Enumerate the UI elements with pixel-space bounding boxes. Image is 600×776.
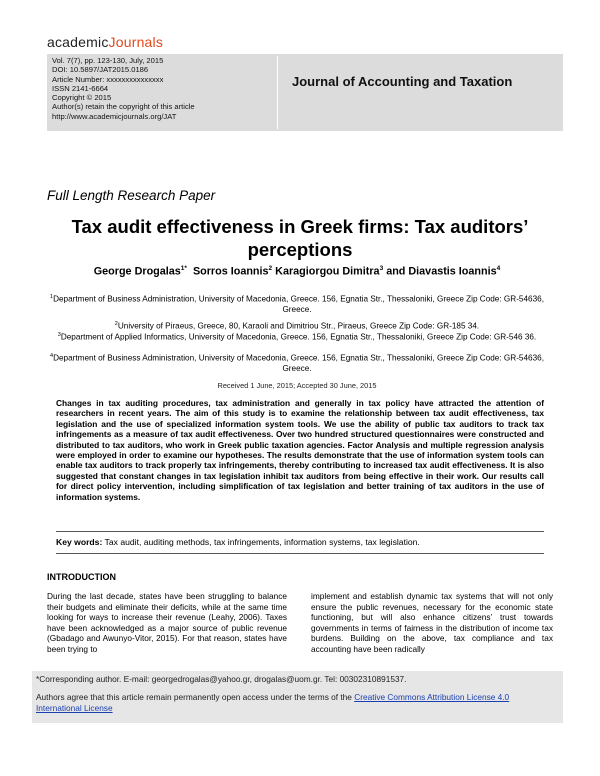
affiliation-text: Department of Business Administration, University of Macedonia, Greece. 156, Egnatia Str., Thessaloniki, Greece Zip Code: GR-54636, Greece. <box>53 353 544 373</box>
corresponding-author: *Corresponding author. E-mail: georgedrogalas@yahoo.gr, drogalas@uom.gr. Tel: 00302310891537. <box>36 674 407 684</box>
journal-name: Journal of Accounting and Taxation <box>292 74 513 89</box>
affiliation-text: Department of Applied Informatics, University of Macedonia, Greece. 156, Egnatia Str., Thessaloniki, Greece Zip Code: GR-546 36. <box>60 332 537 342</box>
author-name: and Diavastis Ioannis <box>386 265 497 278</box>
keywords-rule-top <box>56 531 544 532</box>
meta-article-number: Article Number: xxxxxxxxxxxxxxx <box>52 74 164 84</box>
meta-copyright: Copyright © 2015 <box>52 93 112 103</box>
author-sup: 2 <box>268 265 273 272</box>
affiliation-text: Department of Business Administration, University of Macedonia, Greece. 156, Egnatia Str., Thessaloniki, Greece Zip Code: GR-54636, Greece. <box>53 294 544 314</box>
intro-column-left: During the last decade, states have been struggling to balance their budgets and eliminate their deficits, while at the same time looking for ways to increase their revenue (Leahy, 2006). Taxes have been acknowledged as a major source of public revenue (Gbadago and Awunyo-Vitor, 2015). For that reason, states have been trying to <box>47 591 287 654</box>
affiliation <box>47 351 547 374</box>
keywords-rule-bottom <box>56 553 544 554</box>
affiliation-sup: 4 <box>50 353 54 359</box>
author-sup: 3 <box>379 265 384 272</box>
article-meta <box>52 56 278 129</box>
affiliation-sup: 2 <box>114 321 118 327</box>
logo-part-journals: Journals <box>108 34 164 50</box>
affiliation-sup: 1 <box>50 294 54 300</box>
logo-part-academic: academic <box>47 34 109 50</box>
abstract-text: Changes in tax auditing procedures, tax administration and generally in tax policy have attracted the attention of researchers in recent years. The aim of this study is to examine the relationship between tax audit effectiveness, tax legislation and the use of specialized information system tools. We use the ability of public tax auditors to track tax infringements as a measure of tax audit effectiveness. Over two hundred structured questionnaires were constructed and distributed to tax auditors, who work in Greek public taxation agencies. Factor Analysis and multiple regression analysis were employed in order to examine our hypotheses. The results demonstrate that the use of information system tools can enable tax auditors to track properly tax infringements, thereby contributing to increased tax audit effectiveness. It is also suggested that constant changes in tax legislation inhibit tax auditors from being effective in their work. Our results call for direct policy intervention, including simplification of tax legislation and better training of tax auditors in the use of information systems. <box>56 398 544 502</box>
author-name: George Drogalas <box>93 265 181 278</box>
author-name: Sorros Ioannis <box>192 265 269 278</box>
keywords <box>56 537 544 547</box>
paper-title: Tax audit effectiveness in Greek firms: Tax auditors’ perceptions <box>71 216 529 260</box>
keywords-label: Key words: <box>56 537 103 547</box>
introduction-heading: INTRODUCTION <box>47 572 116 582</box>
intro-column-right: implement and establish dynamic tax systems that will not only ensure the public revenues, necessary for the economic state functioning, but will also enhance citizens’ trust towards governments in terms of fairness in the distribution of income tax burdens. Building on the above, tax compliance and tax accounting have been radically <box>311 591 553 654</box>
author-list <box>47 265 547 278</box>
keywords-text: Tax audit, auditing methods, tax infringements, information systems, tax legislation. <box>102 537 420 547</box>
meta-doi: DOI: 10.5897/JAT2015.0186 <box>52 65 149 75</box>
affiliation-text: University of Piraeus, Greece, 80, Karaoli and Dimitriou Str., Piraeus, Greece Zip Code: GR-185 34. <box>117 321 480 331</box>
meta-url[interactable]: http://www.academicjournals.org/JAT <box>52 111 177 121</box>
received-dates: Received 1 June, 2015; Accepted 30 June, 2015 <box>217 381 377 390</box>
affiliation <box>47 330 547 343</box>
meta-retain: Author(s) retain the copyright of this article <box>52 102 195 112</box>
license-link[interactable]: Creative Commons Attribution License 4.0 International License <box>36 692 510 713</box>
affiliation-sup: 3 <box>57 332 61 338</box>
author-sup: 4 <box>496 265 501 272</box>
author-sup: 1* <box>180 265 187 272</box>
author-name: Karagiorgou Dimitra <box>275 265 380 278</box>
license-statement <box>36 692 556 714</box>
meta-volume: Vol. 7(7), pp. 123-130, July, 2015 <box>52 56 164 65</box>
footnote-box <box>32 671 563 723</box>
article-type: Full Length Research Paper <box>47 188 216 203</box>
journal-logo <box>47 34 163 50</box>
affiliation <box>47 292 547 315</box>
article-info-box <box>47 54 563 131</box>
license-text: Authors agree that this article remain permanently open access under the terms of the <box>36 692 355 702</box>
meta-issn: ISSN 2141-6664 <box>52 83 109 93</box>
